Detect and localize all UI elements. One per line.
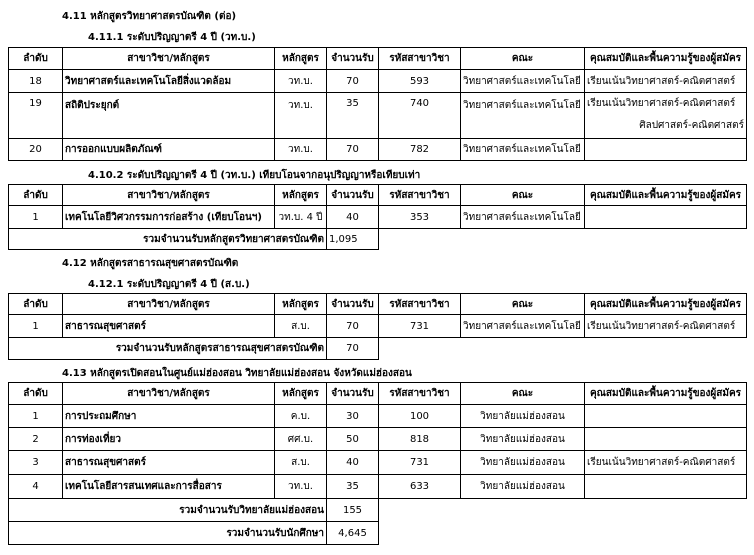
cell-major: สถิติประยุกต์	[63, 93, 275, 139]
section-heading-4-12-1: 4.12.1 ระดับปริญญาตรี 4 ปี (ส.บ.)	[88, 279, 250, 290]
cell-major: การท่องเที่ยว	[63, 428, 275, 451]
cell-major: การประถมศึกษา	[63, 405, 275, 428]
cell-program: ส.บ.	[275, 451, 327, 475]
cell-qualification	[585, 206, 747, 229]
cell-code: 782	[379, 139, 461, 161]
col-header-program: หลักสูตร	[275, 294, 327, 315]
summary-spacer	[379, 499, 747, 522]
cell-quantity: 35	[327, 475, 379, 499]
col-header-major: สาขาวิชา/หลักสูตร	[63, 48, 275, 70]
col-header-no: ลำดับ	[9, 185, 63, 206]
table-4-11-1	[8, 47, 747, 161]
cell-major: เทคโนโลยีวิศวกรรมการก่อสร้าง (เทียบโอนฯ)	[63, 206, 275, 229]
section-heading-4-13: 4.13 หลักสูตรเปิดสอนในศูนย์แม่ฮ่องสอน วิทยาลัยแม่ฮ่องสอน จังหวัดแม่ฮ่องสอน	[62, 368, 412, 379]
cell-code: 731	[379, 315, 461, 338]
section-heading-4-11: 4.11 หลักสูตรวิทยาศาสตรบัณฑิต (ต่อ)	[62, 11, 237, 22]
qualification-line: เรียนเน้นวิทยาศาสตร์-คณิตศาสตร์	[587, 98, 736, 109]
col-header-faculty: คณะ	[461, 48, 585, 70]
cell-code: 731	[379, 451, 461, 475]
cell-code: 593	[379, 70, 461, 93]
summary-row	[9, 338, 747, 360]
table-row	[9, 405, 747, 428]
cell-no: 1	[9, 405, 63, 428]
summary-value: 155	[327, 499, 379, 522]
summary-spacer	[379, 338, 747, 360]
col-header-code: รหัสสาขาวิชา	[379, 48, 461, 70]
cell-no: 4	[9, 475, 63, 499]
cell-faculty: วิทยาศาสตร์และเทคโนโลยี	[461, 70, 585, 93]
cell-quantity: 70	[327, 139, 379, 161]
table-header-row	[9, 383, 747, 405]
cell-no: 19	[9, 93, 63, 139]
col-header-code: รหัสสาขาวิชา	[379, 294, 461, 315]
cell-qualification: เรียนเน้นวิทยาศาสตร์-คณิตศาสตร์	[585, 315, 747, 338]
cell-no: 20	[9, 139, 63, 161]
col-header-program: หลักสูตร	[275, 48, 327, 70]
cell-no: 1	[9, 315, 63, 338]
table-4-13	[8, 382, 747, 545]
cell-quantity: 70	[327, 70, 379, 93]
col-header-no: ลำดับ	[9, 383, 63, 405]
col-header-faculty: คณะ	[461, 383, 585, 405]
col-header-qualification: คุณสมบัติและพื้นความรู้ของผู้สมัคร	[585, 383, 747, 405]
table-row	[9, 451, 747, 475]
summary-row	[9, 499, 747, 522]
col-header-quantity: จำนวนรับ	[327, 383, 379, 405]
col-header-qualification: คุณสมบัติและพื้นความรู้ของผู้สมัคร	[585, 294, 747, 315]
cell-faculty: วิทยาศาสตร์และเทคโนโลยี	[461, 93, 585, 139]
table-row	[9, 93, 747, 139]
total-value: 4,645	[327, 522, 379, 545]
cell-quantity: 70	[327, 315, 379, 338]
table-row	[9, 315, 747, 338]
cell-quantity: 35	[327, 93, 379, 139]
total-spacer	[379, 522, 747, 545]
cell-no: 18	[9, 70, 63, 93]
col-header-quantity: จำนวนรับ	[327, 48, 379, 70]
total-row	[9, 522, 747, 545]
cell-program: วท.บ. 4 ปี	[275, 206, 327, 229]
cell-program: วท.บ.	[275, 70, 327, 93]
cell-no: 1	[9, 206, 63, 229]
table-row	[9, 70, 747, 93]
cell-quantity: 50	[327, 428, 379, 451]
cell-qualification	[585, 475, 747, 499]
section-heading-4-12: 4.12 หลักสูตรสาธารณสุขศาสตรบัณฑิต	[62, 258, 239, 269]
col-header-quantity: จำนวนรับ	[327, 294, 379, 315]
section-heading-4-10-2: 4.10.2 ระดับปริญญาตรี 4 ปี (วท.บ.) เทียบโอนจากอนุปริญญาหรือเทียบเท่า	[88, 170, 421, 181]
cell-faculty: วิทยาศาสตร์และเทคโนโลยี	[461, 315, 585, 338]
summary-label: รวมจำนวนรับหลักสูตรสาธารณสุขศาสตรบัณฑิต	[9, 338, 327, 360]
col-header-qualification: คุณสมบัติและพื้นความรู้ของผู้สมัคร	[585, 48, 747, 70]
table-header-row	[9, 185, 747, 206]
col-header-no: ลำดับ	[9, 294, 63, 315]
cell-program: ศศ.บ.	[275, 428, 327, 451]
cell-qualification: เรียนเน้นวิทยาศาสตร์-คณิตศาสตร์	[585, 70, 747, 93]
summary-row	[9, 229, 747, 250]
table-header-row	[9, 48, 747, 70]
cell-major: วิทยาศาสตร์และเทคโนโลยีสิ่งแวดล้อม	[63, 70, 275, 93]
table-row	[9, 139, 747, 161]
col-header-major: สาขาวิชา/หลักสูตร	[63, 294, 275, 315]
cell-program: ส.บ.	[275, 315, 327, 338]
summary-spacer	[379, 229, 747, 250]
col-header-no: ลำดับ	[9, 48, 63, 70]
summary-value: 1,095	[327, 229, 379, 250]
cell-faculty: วิทยาลัยแม่ฮ่องสอน	[461, 451, 585, 475]
cell-no: 2	[9, 428, 63, 451]
col-header-faculty: คณะ	[461, 294, 585, 315]
col-header-faculty: คณะ	[461, 185, 585, 206]
total-label: รวมจำนวนรับนักศึกษา	[9, 522, 327, 545]
cell-faculty: วิทยาลัยแม่ฮ่องสอน	[461, 405, 585, 428]
col-header-program: หลักสูตร	[275, 383, 327, 405]
cell-code: 740	[379, 93, 461, 139]
cell-qualification	[585, 405, 747, 428]
cell-faculty: วิทยาศาสตร์และเทคโนโลยี	[461, 206, 585, 229]
cell-major: การออกแบบผลิตภัณฑ์	[63, 139, 275, 161]
cell-qualification: เรียนเน้นวิทยาศาสตร์-คณิตศาสตร์	[585, 451, 747, 475]
cell-no: 3	[9, 451, 63, 475]
col-header-code: รหัสสาขาวิชา	[379, 185, 461, 206]
cell-faculty: วิทยาศาสตร์และเทคโนโลยี	[461, 139, 585, 161]
cell-faculty: วิทยาลัยแม่ฮ่องสอน	[461, 428, 585, 451]
cell-quantity: 40	[327, 451, 379, 475]
cell-program: วท.บ.	[275, 93, 327, 139]
col-header-major: สาขาวิชา/หลักสูตร	[63, 383, 275, 405]
cell-program: ค.บ.	[275, 405, 327, 428]
col-header-code: รหัสสาขาวิชา	[379, 383, 461, 405]
cell-code: 100	[379, 405, 461, 428]
cell-faculty: วิทยาลัยแม่ฮ่องสอน	[461, 475, 585, 499]
summary-value: 70	[327, 338, 379, 360]
cell-major: สาธารณสุขศาสตร์	[63, 451, 275, 475]
col-header-major: สาขาวิชา/หลักสูตร	[63, 185, 275, 206]
table-row	[9, 428, 747, 451]
cell-qualification	[585, 428, 747, 451]
summary-label: รวมจำนวนรับหลักสูตรวิทยาศาสตรบัณฑิต	[9, 229, 327, 250]
cell-code: 818	[379, 428, 461, 451]
table-header-row	[9, 294, 747, 315]
cell-program: วท.บ.	[275, 475, 327, 499]
table-row	[9, 475, 747, 499]
col-header-qualification: คุณสมบัติและพื้นความรู้ของผู้สมัคร	[585, 185, 747, 206]
cell-major: สาธารณสุขศาสตร์	[63, 315, 275, 338]
cell-quantity: 30	[327, 405, 379, 428]
section-heading-4-11-1: 4.11.1 ระดับปริญญาตรี 4 ปี (วท.บ.)	[88, 32, 256, 43]
cell-qualification	[585, 139, 747, 161]
col-header-program: หลักสูตร	[275, 185, 327, 206]
cell-major: เทคโนโลยีสารสนเทศและการสื่อสาร	[63, 475, 275, 499]
cell-program: วท.บ.	[275, 139, 327, 161]
table-4-10-2	[8, 184, 747, 250]
summary-label: รวมจำนวนรับวิทยาลัยแม่ฮ่องสอน	[9, 499, 327, 522]
qualification-line: ศิลปศาสตร์-คณิตศาสตร์	[639, 120, 744, 131]
table-4-12-1	[8, 293, 747, 360]
table-row	[9, 206, 747, 229]
cell-code: 353	[379, 206, 461, 229]
col-header-quantity: จำนวนรับ	[327, 185, 379, 206]
cell-quantity: 40	[327, 206, 379, 229]
cell-code: 633	[379, 475, 461, 499]
cell-qualification	[585, 93, 747, 139]
